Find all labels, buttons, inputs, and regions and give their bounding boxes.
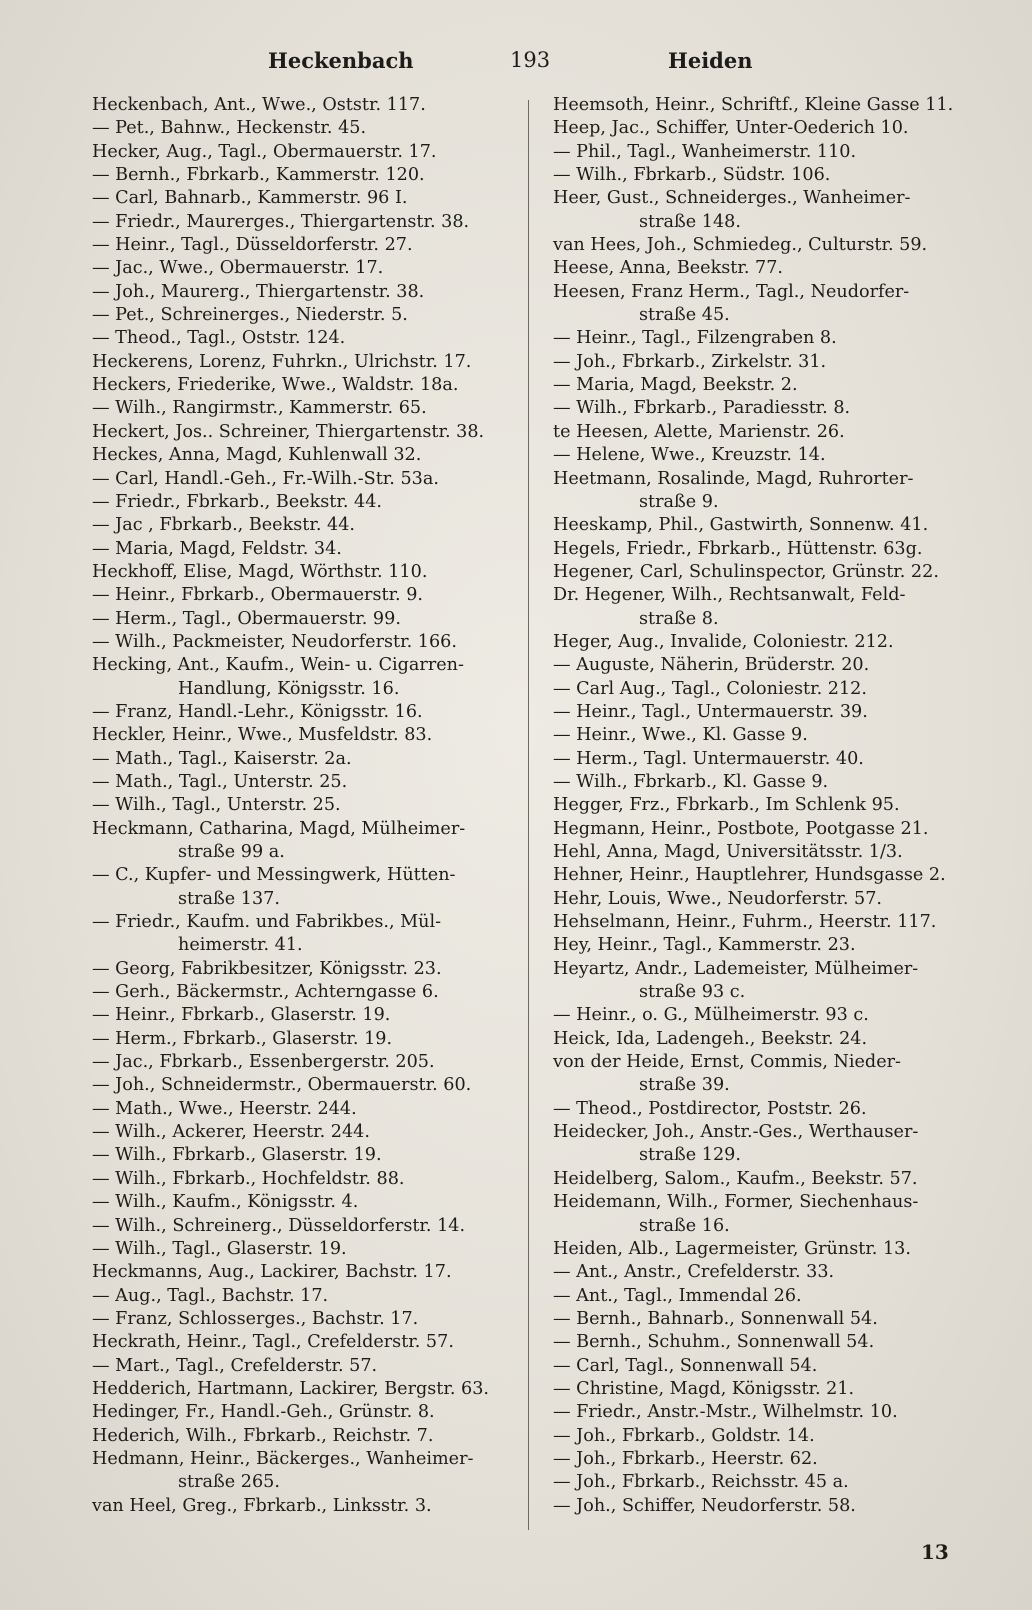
- directory-entry: straße 39.: [639, 1075, 730, 1096]
- running-header: [0, 44, 1032, 84]
- directory-entry: te Heesen, Alette, Marienstr. 26.: [553, 421, 845, 442]
- directory-entry: Heidemann, Wilh., Former, Siechenhaus-: [553, 1192, 919, 1213]
- directory-entry: Heckhoff, Elise, Magd, Wörthstr. 110.: [92, 561, 428, 582]
- directory-entry: — Friedr., Kaufm. und Fabrikbes., Mül-: [92, 912, 442, 933]
- directory-entry: — C., Kupfer- und Messingwerk, Hütten-: [92, 865, 456, 886]
- header-right-keyword: Heiden: [668, 48, 753, 73]
- directory-entry: Hegmann, Heinr., Postbote, Pootgasse 21.: [553, 818, 929, 839]
- directory-entry: straße 99 a.: [178, 842, 285, 862]
- directory-entry: Heemsoth, Heinr., Schriftf., Kleine Gasse 11.: [553, 95, 954, 115]
- directory-entry: straße 45.: [639, 305, 730, 326]
- directory-entry: Heckler, Heinr., Wwe., Musfeldstr. 83.: [92, 725, 433, 746]
- directory-entry: Heiden, Alb., Lagermeister, Grünstr. 13.: [553, 1238, 911, 1259]
- directory-entry: — Gerh., Bäckermstr., Achterngasse 6.: [92, 982, 439, 1003]
- directory-entry: straße 16.: [639, 1215, 730, 1236]
- directory-entry: straße 148.: [639, 211, 741, 232]
- directory-entry: — Phil., Tagl., Wanheimerstr. 110.: [553, 141, 857, 162]
- directory-entry: — Wilh., Fbrkarb., Glaserstr. 19.: [92, 1145, 382, 1166]
- directory-entry: — Joh., Fbrkarb., Goldstr. 14.: [553, 1425, 815, 1446]
- directory-entry: straße 129.: [639, 1145, 741, 1166]
- directory-entry: Heer, Gust., Schneiderges., Wanheimer-: [553, 188, 911, 209]
- directory-entry: — Joh., Schneidermstr., Obermauerstr. 60.: [92, 1075, 472, 1096]
- directory-entry: Heckert, Jos.. Schreiner, Thiergartenstr. 38.: [92, 421, 485, 442]
- directory-entry: — Friedr., Fbrkarb., Beekstr. 44.: [92, 491, 382, 512]
- directory-entry: — Helene, Wwe., Kreuzstr. 14.: [553, 445, 826, 466]
- right-column: [553, 94, 990, 1518]
- directory-entry: — Franz, Schlosserges., Bachstr. 17.: [92, 1308, 419, 1329]
- directory-entry: Heckers, Friederike, Wwe., Waldstr. 18a.: [92, 375, 459, 396]
- directory-entry: van Hees, Joh., Schmiedeg., Culturstr. 59.: [553, 235, 928, 256]
- directory-entry: Heyartz, Andr., Lademeister, Mülheimer-: [553, 958, 919, 979]
- directory-entry: Hehner, Heinr., Hauptlehrer, Hundsgasse 2.: [553, 865, 946, 886]
- directory-entry: Hecker, Aug., Tagl., Obermauerstr. 17.: [92, 141, 437, 162]
- directory-entry: Heidecker, Joh., Anstr.-Ges., Werthauser-: [553, 1122, 919, 1143]
- directory-entry: — Bernh., Fbrkarb., Kammerstr. 120.: [92, 165, 425, 186]
- directory-entry: Hederich, Wilh., Fbrkarb., Reichstr. 7.: [92, 1425, 434, 1446]
- directory-entry: — Joh., Fbrkarb., Heerstr. 62.: [553, 1448, 818, 1469]
- directory-entry: — Bernh., Schuhm., Sonnenwall 54.: [553, 1332, 875, 1353]
- directory-entry: — Joh., Maurerg., Thiergartenstr. 38.: [92, 281, 425, 302]
- directory-entry: Heetmann, Rosalinde, Magd, Ruhrorter-: [553, 468, 914, 489]
- directory-entry: Heger, Aug., Invalide, Coloniestr. 212.: [553, 631, 894, 652]
- directory-entry: — Wilh., Schreinerg., Düsseldorferstr. 14.: [92, 1215, 466, 1236]
- directory-entry: Heep, Jac., Schiffer, Unter-Oederich 10.: [553, 118, 909, 139]
- directory-entry: — Jac , Fbrkarb., Beekstr. 44.: [92, 515, 355, 536]
- directory-entry: straße 8.: [639, 608, 719, 629]
- directory-entry: Heckerens, Lorenz, Fuhrkn., Ulrichstr. 17.: [92, 351, 472, 372]
- directory-entry: — Jac., Fbrkarb., Essenbergerstr. 205.: [92, 1052, 435, 1073]
- directory-entry: straße 265.: [178, 1472, 280, 1493]
- directory-entry: — Carl, Handl.-Geh., Fr.-Wilh.-Str. 53a.: [92, 468, 439, 489]
- directory-entry: — Georg, Fabrikbesitzer, Königsstr. 23.: [92, 958, 442, 979]
- directory-entry: — Carl, Tagl., Sonnenwall 54.: [553, 1355, 818, 1376]
- directory-entry: — Ant., Tagl., Immendal 26.: [553, 1285, 802, 1306]
- directory-entry: — Auguste, Näherin, Brüderstr. 20.: [553, 655, 870, 676]
- directory-entry: — Wilh., Packmeister, Neudorferstr. 166.: [92, 631, 457, 652]
- directory-entry: Handlung, Königsstr. 16.: [178, 678, 400, 699]
- header-left-keyword: Heckenbach: [268, 48, 414, 73]
- directory-entry: — Franz, Handl.-Lehr., Königsstr. 16.: [92, 701, 423, 722]
- directory-entry: — Heinr., Fbrkarb., Glaserstr. 19.: [92, 1005, 391, 1026]
- directory-entry: — Heinr., Tagl., Düsseldorferstr. 27.: [92, 235, 413, 256]
- directory-entry: straße 93 c.: [639, 982, 746, 1003]
- directory-entry: — Carl, Bahnarb., Kammerstr. 96 I.: [92, 188, 408, 209]
- directory-entry: — Herm., Fbrkarb., Glaserstr. 19.: [92, 1028, 393, 1049]
- directory-entry: — Theod., Tagl., Oststr. 124.: [92, 328, 346, 349]
- directory-entry: — Mart., Tagl., Crefelderstr. 57.: [92, 1355, 378, 1376]
- directory-entry: Dr. Hegener, Wilh., Rechtsanwalt, Feld-: [553, 585, 906, 606]
- directory-entry: Hey, Heinr., Tagl., Kammerstr. 23.: [553, 935, 856, 956]
- directory-entry: Hedinger, Fr., Handl.-Geh., Grünstr. 8.: [92, 1402, 435, 1423]
- directory-entry: Heckes, Anna, Magd, Kuhlenwall 32.: [92, 445, 422, 466]
- directory-entry: Hecking, Ant., Kaufm., Wein- u. Cigarren-: [92, 655, 464, 676]
- directory-entry: — Wilh., Tagl., Unterstr. 25.: [92, 795, 341, 816]
- directory-entry: — Wilh., Fbrkarb., Hochfeldstr. 88.: [92, 1168, 405, 1189]
- directory-entry: — Aug., Tagl., Bachstr. 17.: [92, 1285, 329, 1306]
- directory-entry: — Heinr., Wwe., Kl. Gasse 9.: [553, 725, 808, 746]
- directory-entry: — Carl Aug., Tagl., Coloniestr. 212.: [553, 678, 867, 699]
- directory-entry: — Ant., Anstr., Crefelderstr. 33.: [553, 1262, 835, 1283]
- directory-entry: Heckmann, Catharina, Magd, Mülheimer-: [92, 818, 466, 839]
- directory-entry: Hehselmann, Heinr., Fuhrm., Heerstr. 117.: [553, 912, 937, 933]
- directory-entry: straße 137.: [178, 888, 280, 909]
- directory-entry: Hegener, Carl, Schulinspector, Grünstr. 22.: [553, 561, 939, 582]
- directory-entry: straße 9.: [639, 491, 719, 512]
- directory-entry: — Wilh., Rangirmstr., Kammerstr. 65.: [92, 398, 427, 419]
- directory-entry: — Wilh., Ackerer, Heerstr. 244.: [92, 1122, 370, 1143]
- directory-entry: — Theod., Postdirector, Poststr. 26.: [553, 1098, 867, 1119]
- page-number: 193: [510, 48, 551, 72]
- directory-entry: — Wilh., Fbrkarb., Südstr. 106.: [553, 165, 831, 186]
- directory-entry: Heckrath, Heinr., Tagl., Crefelderstr. 57.: [92, 1332, 454, 1353]
- directory-entry: Heckenbach, Ant., Wwe., Oststr. 117.: [92, 95, 426, 115]
- directory-entry: Heidelberg, Salom., Kaufm., Beekstr. 57.: [553, 1168, 918, 1189]
- directory-entry: — Heinr., Fbrkarb., Obermauerstr. 9.: [92, 585, 424, 606]
- directory-entry: — Joh., Fbrkarb., Zirkelstr. 31.: [553, 351, 827, 372]
- directory-entry: — Math., Tagl., Unterstr. 25.: [92, 771, 348, 792]
- directory-entry: — Pet., Bahnw., Heckenstr. 45.: [92, 118, 367, 139]
- directory-entry: — Friedr., Anstr.-Mstr., Wilhelmstr. 10.: [553, 1402, 898, 1423]
- directory-entry: — Bernh., Bahnarb., Sonnenwall 54.: [553, 1308, 878, 1329]
- directory-entry: heimerstr. 41.: [178, 935, 303, 956]
- directory-entry: — Wilh., Kaufm., Königsstr. 4.: [92, 1192, 359, 1213]
- directory-entry: — Maria, Magd, Beekstr. 2.: [553, 375, 798, 396]
- directory-entry: Hegels, Friedr., Fbrkarb., Hüttenstr. 63g.: [553, 538, 923, 559]
- directory-entry: — Heinr., Tagl., Untermauerstr. 39.: [553, 701, 868, 722]
- directory-entry: — Heinr., o. G., Mülheimerstr. 93 c.: [553, 1005, 869, 1026]
- directory-entry: — Wilh., Fbrkarb., Kl. Gasse 9.: [553, 771, 829, 792]
- directory-entry: — Math., Wwe., Heerstr. 244.: [92, 1098, 357, 1119]
- directory-entry: Heese, Anna, Beekstr. 77.: [553, 258, 783, 279]
- directory-entry: — Herm., Tagl. Untermauerstr. 40.: [553, 748, 864, 769]
- directory-entry: — Christine, Magd, Königsstr. 21.: [553, 1378, 855, 1399]
- directory-entry: — Wilh., Tagl., Glaserstr. 19.: [92, 1238, 347, 1259]
- directory-entry: — Joh., Schiffer, Neudorferstr. 58.: [553, 1495, 856, 1516]
- directory-entry: von der Heide, Ernst, Commis, Nieder-: [553, 1052, 901, 1073]
- directory-entry: Hehr, Louis, Wwe., Neudorferstr. 57.: [553, 888, 883, 909]
- directory-entry: — Joh., Fbrkarb., Reichsstr. 45 a.: [553, 1472, 849, 1493]
- directory-entry: — Friedr., Maurerges., Thiergartenstr. 38.: [92, 211, 470, 232]
- directory-entry: Hehl, Anna, Magd, Universitätsstr. 1/3.: [553, 842, 903, 862]
- directory-entry: — Wilh., Fbrkarb., Paradiesstr. 8.: [553, 398, 851, 419]
- directory-entry: — Pet., Schreinerges., Niederstr. 5.: [92, 305, 408, 326]
- directory-entry: Hedmann, Heinr., Bäckerges., Wanheimer-: [92, 1448, 474, 1469]
- directory-entry: Heeskamp, Phil., Gastwirth, Sonnenw. 41.: [553, 515, 929, 536]
- directory-entry: Hegger, Frz., Fbrkarb., Im Schlenk 95.: [553, 795, 900, 816]
- directory-entry: van Heel, Greg., Fbrkarb., Linksstr. 3.: [92, 1495, 432, 1516]
- column-divider: [528, 100, 529, 1530]
- directory-entry: — Heinr., Tagl., Filzengraben 8.: [553, 328, 837, 349]
- directory-entry: — Math., Tagl., Kaiserstr. 2a.: [92, 748, 352, 769]
- directory-entry: — Herm., Tagl., Obermauerstr. 99.: [92, 608, 401, 629]
- directory-entry: — Jac., Wwe., Obermauerstr. 17.: [92, 258, 384, 279]
- directory-entry: Hedderich, Hartmann, Lackirer, Bergstr. 63.: [92, 1378, 489, 1399]
- directory-entry: Heick, Ida, Ladengeh., Beekstr. 24.: [553, 1028, 868, 1049]
- left-column: [92, 94, 527, 1518]
- sheet-number: 13: [921, 1540, 949, 1564]
- directory-entry: Heesen, Franz Herm., Tagl., Neudorfer-: [553, 281, 910, 302]
- directory-entry: — Maria, Magd, Feldstr. 34.: [92, 538, 342, 559]
- directory-entry: Heckmanns, Aug., Lackirer, Bachstr. 17.: [92, 1262, 452, 1283]
